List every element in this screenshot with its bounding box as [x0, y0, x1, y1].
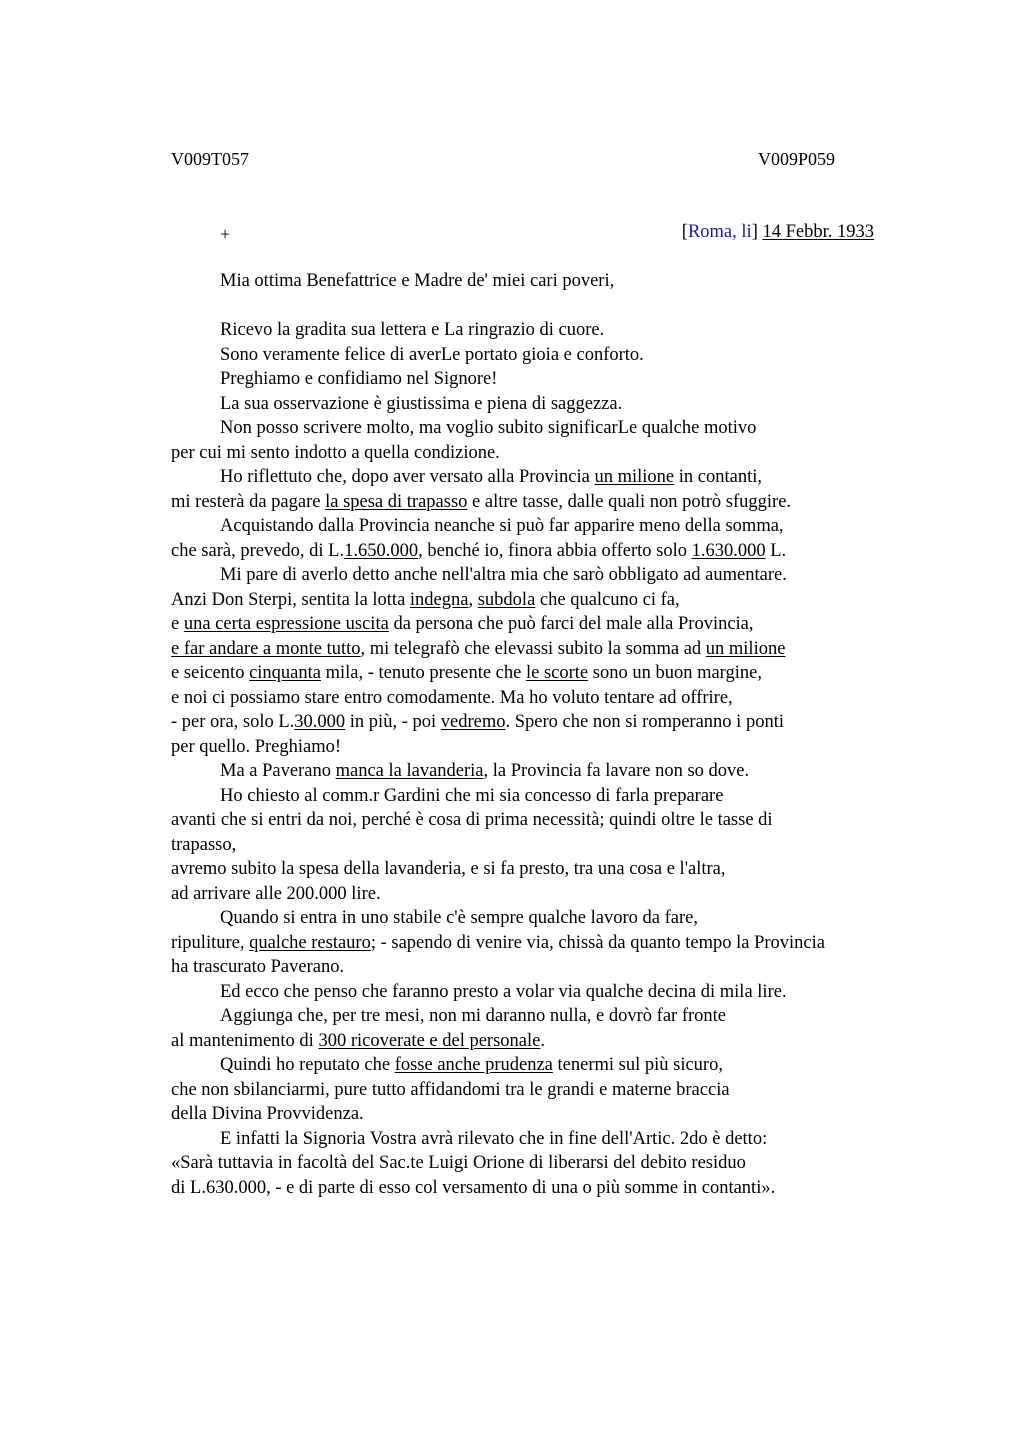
text-segment: Anzi Don Sterpi, sentita la lotta: [171, 589, 410, 610]
text-segment: trapasso,: [171, 834, 237, 855]
text-segment: al mantenimento di: [171, 1030, 319, 1051]
body-line: [171, 955, 911, 980]
body-line: [171, 759, 911, 784]
text-segment: per cui mi sento indotto a quella condizione.: [171, 442, 500, 463]
body-line: [171, 563, 911, 588]
body-line: [171, 710, 911, 735]
body-line: [171, 343, 911, 368]
body-line: [171, 906, 911, 931]
body-line: [171, 465, 911, 490]
body-line: [171, 490, 911, 515]
text-segment: La sua osservazione è giustissima e piena di saggezza.: [220, 393, 623, 414]
text-segment: mila, - tenuto presente che: [321, 663, 526, 683]
body-line: [171, 367, 911, 392]
text-segment: che non sbilanciarmi, pure tutto affidandomi tra le grandi e materne braccia: [171, 1079, 730, 1100]
text-segment: Preghiamo e confidiamo nel Signore!: [220, 369, 498, 389]
body-line: [171, 612, 911, 637]
bracket-open: [: [681, 222, 688, 242]
underlined-text: e far andare a monte tutto: [171, 638, 361, 659]
place-name: Roma, li: [687, 222, 752, 242]
underlined-text: 1.630.000: [691, 540, 766, 561]
underlined-text: subdola: [477, 589, 536, 610]
body-line: [171, 980, 911, 1005]
text-segment: avremo subito la spesa della lavanderia, e si fa presto, tra una cosa e l'altra,: [171, 859, 726, 879]
text-segment: Quando si entra in uno stabile c'è sempre qualche lavoro da fare,: [220, 908, 698, 928]
underlined-text: una certa espressione uscita: [183, 614, 389, 634]
body-line: [171, 1004, 911, 1029]
underlined-text: 1.650.000: [344, 540, 419, 561]
header-right-code: V009P059: [758, 149, 836, 169]
text-segment: Sono veramente felice di averLe portato gioia e conforto.: [220, 344, 644, 365]
underlined-text: un milione: [705, 638, 786, 659]
text-segment: e seicento: [171, 663, 250, 683]
text-segment: . Spero che non si romperanno i ponti: [505, 712, 784, 732]
text-segment: avanti che si entri da noi, perché è cosa di prima necessità; quindi oltre le tasse di: [171, 810, 773, 830]
text-segment: Ho chiesto al comm.r Gardini che mi sia concesso di farla preparare: [220, 785, 724, 806]
text-segment: sono un buon margine,: [588, 663, 762, 683]
salutation: Mia ottima Benefattrice e Madre de' miei cari poveri,: [220, 271, 615, 291]
underlined-text: vedremo: [440, 712, 506, 732]
underlined-text: 300 ricoverate e del personale: [318, 1030, 541, 1051]
body-line: [171, 1029, 911, 1054]
text-segment: tenermi sul più sicuro,: [552, 1055, 723, 1075]
text-segment: che sarà, prevedo, di L.: [171, 540, 345, 561]
date-line: [682, 220, 874, 244]
text-segment: E infatti la Signoria Vostra avrà rilevato che in fine dell'Artic. 2do è detto:: [220, 1128, 768, 1149]
body-line: [171, 931, 911, 956]
body-line: [171, 833, 911, 858]
text-segment: ,: [468, 589, 478, 610]
underlined-text: la spesa di trapasso: [325, 491, 468, 512]
text-segment: mi resterà da pagare: [171, 491, 326, 512]
text-segment: ad arrivare alle 200.000 lire.: [171, 883, 381, 904]
underlined-text: 30.000: [294, 712, 346, 732]
text-segment: L.: [765, 540, 787, 561]
letter-date: 14 Febbr. 1933: [762, 222, 874, 242]
body-line: [171, 882, 911, 907]
text-segment: in contanti,: [674, 467, 763, 487]
text-segment: della Divina Provvidenza.: [171, 1104, 364, 1124]
text-segment: per quello. Preghiamo!: [171, 736, 342, 757]
text-segment: Non posso scrivere molto, ma voglio subito significarLe qualche motivo: [220, 418, 757, 438]
body-line: [171, 1151, 911, 1176]
underlined-text: manca la lavanderia: [335, 761, 484, 781]
text-segment: e: [171, 614, 184, 634]
underlined-text: le scorte: [525, 663, 589, 683]
text-segment: .: [540, 1030, 545, 1051]
text-segment: che qualcuno ci fa,: [535, 589, 680, 610]
underlined-text: cinquanta: [249, 663, 321, 683]
text-segment: ripuliture,: [171, 932, 250, 953]
body-line: [171, 784, 911, 809]
text-segment: Ho riflettuto che, dopo aver versato alla Provincia: [220, 467, 595, 487]
body-line: [171, 1102, 911, 1127]
cross-symbol: +: [220, 224, 231, 244]
text-segment: - per ora, solo L.: [171, 712, 295, 732]
text-segment: , la Provincia fa lavare non so dove.: [483, 761, 750, 781]
text-segment: Mi pare di averlo detto anche nell'altra mia che sarò obbligato ad aumentare.: [220, 565, 787, 585]
text-segment: , mi telegrafò che elevassi subito la somma ad: [360, 638, 706, 659]
body-line: [171, 539, 911, 564]
underlined-text: fosse anche prudenza: [394, 1055, 553, 1075]
underlined-text: un milione: [594, 467, 675, 487]
body-line: [171, 1078, 911, 1103]
text-segment: Aggiunga che, per tre mesi, non mi daranno nulla, e dovrò far fronte: [220, 1006, 727, 1026]
underlined-text: qualche restauro: [249, 932, 371, 953]
text-segment: Ma a Paverano: [220, 761, 336, 781]
body-line: [171, 1127, 911, 1152]
underlined-text: indegna: [409, 589, 469, 610]
body-line: [171, 857, 911, 882]
body-line: [171, 588, 911, 613]
text-segment: Ed ecco che penso che faranno presto a volar via qualche decina di mila lire.: [220, 981, 787, 1002]
text-segment: e altre tasse, dalle quali non potrò sfuggire.: [467, 491, 792, 512]
body-line: [171, 1176, 911, 1201]
header-left-code: V009T057: [171, 149, 249, 169]
body-line: [171, 637, 911, 662]
text-segment: e noi ci possiamo stare entro comodamente. Ma ho voluto tentare ad offrire,: [171, 687, 733, 708]
body-line: [171, 416, 911, 441]
text-segment: Quindi ho reputato che: [220, 1055, 395, 1075]
bracket-close: ]: [751, 222, 758, 242]
body-line: [171, 318, 911, 343]
text-segment: Ricevo la gradita sua lettera e La ringrazio di cuore.: [220, 320, 605, 340]
text-segment: in più, - poi: [345, 712, 441, 732]
body-line: [171, 441, 911, 466]
text-segment: ha trascurato Paverano.: [171, 957, 345, 977]
body-line: [171, 686, 911, 711]
text-segment: «Sarà tuttavia in facoltà del Sac.te Luigi Orione di liberarsi del debito residuo: [171, 1153, 746, 1173]
letter-body: [171, 318, 911, 1200]
text-segment: Acquistando dalla Provincia neanche si può far apparire meno della somma,: [220, 516, 784, 536]
text-segment: di L.630.000, - e di parte di esso col versamento di una o più somme in contanti».: [171, 1177, 776, 1198]
body-line: [171, 808, 911, 833]
text-segment: , benché io, finora abbia offerto solo: [418, 540, 692, 561]
body-line: [171, 1053, 911, 1078]
text-segment: da persona che può farci del male alla Provincia,: [388, 614, 754, 634]
body-line: [171, 514, 911, 539]
body-line: [171, 735, 911, 760]
text-segment: ; - sapendo di venire via, chissà da quanto tempo la Provincia: [370, 932, 825, 953]
body-line: [171, 392, 911, 417]
body-line: [171, 661, 911, 686]
